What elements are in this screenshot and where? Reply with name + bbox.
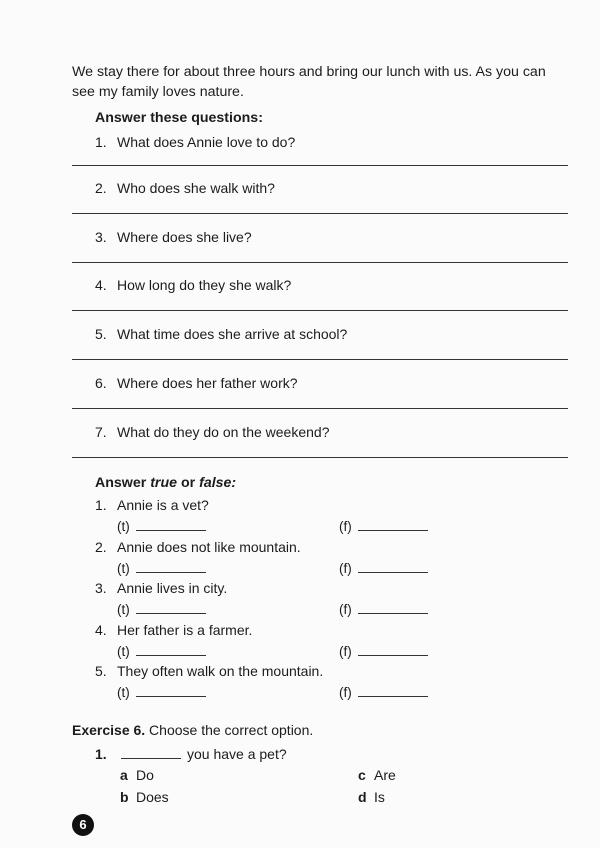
tf-number: 5. — [95, 663, 107, 679]
answer-line[interactable] — [72, 359, 568, 360]
true-label: (t) — [117, 644, 130, 659]
choice-letter: d — [358, 789, 367, 805]
question-item — [95, 277, 291, 293]
choice-a[interactable] — [120, 767, 154, 783]
false-label: (f) — [339, 685, 352, 700]
answer-line[interactable] — [72, 310, 568, 311]
false-label: (f) — [339, 561, 352, 576]
question-number: 4. — [95, 277, 107, 293]
true-option — [117, 601, 206, 617]
false-label: (f) — [339, 644, 352, 659]
tf-heading-prefix: Answer — [95, 475, 151, 491]
choice-text: Are — [374, 767, 396, 783]
question-text: What do they do on the weekend? — [117, 424, 330, 440]
choice-b[interactable] — [120, 789, 169, 805]
true-option — [117, 684, 206, 700]
true-blank[interactable] — [136, 684, 206, 697]
answer-line[interactable] — [72, 213, 568, 214]
tf-heading-false: false: — [199, 475, 237, 491]
question-text: What time does she arrive at school? — [117, 326, 348, 342]
false-label: (f) — [339, 519, 352, 534]
choice-text: Do — [136, 767, 154, 783]
page-number-badge: 6 — [72, 814, 94, 836]
question-number: 2. — [95, 180, 107, 196]
question-number: 5. — [95, 326, 107, 342]
question-number: 6. — [95, 375, 107, 391]
tf-statement — [95, 539, 301, 555]
tf-text: Annie lives in city. — [117, 580, 228, 596]
question-item — [95, 180, 275, 196]
tf-statement — [95, 497, 209, 513]
tf-heading-or: or — [177, 475, 200, 491]
true-label: (t) — [117, 561, 130, 576]
question-number: 3. — [95, 229, 107, 245]
question-text: Where does she live? — [117, 229, 252, 245]
tf-statement — [95, 622, 252, 638]
questions-heading: Answer these questions: — [95, 110, 263, 126]
question-number: 7. — [95, 424, 107, 440]
true-blank[interactable] — [136, 601, 206, 614]
choice-letter: b — [120, 789, 129, 805]
question-item — [95, 229, 252, 245]
false-option — [339, 601, 428, 617]
choice-c[interactable] — [358, 767, 396, 783]
choice-d[interactable] — [358, 789, 385, 805]
false-option — [339, 560, 428, 576]
true-false-heading — [95, 475, 236, 491]
tf-number: 3. — [95, 580, 107, 596]
tf-number: 2. — [95, 539, 107, 555]
true-label: (t) — [117, 685, 130, 700]
false-blank[interactable] — [358, 601, 428, 614]
choice-letter: a — [120, 767, 128, 783]
tf-text: Annie does not like mountain. — [117, 539, 301, 555]
choice-letter: c — [358, 767, 366, 783]
true-label: (t) — [117, 602, 130, 617]
answer-line[interactable] — [72, 457, 568, 458]
question-number: 1. — [95, 134, 107, 150]
false-label: (f) — [339, 602, 352, 617]
question-text: Where does her father work? — [117, 375, 298, 391]
intro-paragraph: We stay there for about three hours and bring our lunch with us. As you can see my family loves nature. — [72, 64, 546, 100]
question-item — [95, 134, 295, 150]
exercise-title — [72, 722, 313, 738]
question-item — [95, 424, 329, 440]
tf-heading-true: true — [150, 475, 178, 491]
true-label: (t) — [117, 519, 130, 534]
choice-text: Does — [136, 789, 169, 805]
question-item — [95, 326, 347, 342]
false-option — [339, 684, 428, 700]
choice-text: Is — [374, 789, 385, 805]
tf-statement — [95, 580, 227, 596]
false-blank[interactable] — [358, 643, 428, 656]
true-blank[interactable] — [136, 643, 206, 656]
answer-line[interactable] — [72, 165, 568, 166]
exercise-instruction: Choose the correct option. — [145, 722, 314, 738]
false-option — [339, 518, 428, 534]
false-blank[interactable] — [358, 518, 428, 531]
question-text: What does Annie love to do? — [117, 134, 296, 150]
exercise-label: Exercise 6. — [72, 722, 146, 738]
question-item — [95, 375, 298, 391]
false-blank[interactable] — [358, 684, 428, 697]
exercise-question — [95, 746, 287, 762]
exercise-blank[interactable] — [121, 746, 181, 759]
true-blank[interactable] — [136, 518, 206, 531]
false-option — [339, 643, 428, 659]
answer-line[interactable] — [72, 408, 568, 409]
tf-text: They often walk on the mountain. — [117, 663, 324, 679]
true-option — [117, 643, 206, 659]
tf-text: Annie is a vet? — [117, 497, 209, 513]
exercise-question-number: 1. — [95, 746, 107, 762]
false-blank[interactable] — [358, 560, 428, 573]
true-option — [117, 560, 206, 576]
tf-number: 1. — [95, 497, 107, 513]
tf-number: 4. — [95, 622, 107, 638]
true-blank[interactable] — [136, 560, 206, 573]
question-text: How long do they she walk? — [117, 277, 292, 293]
answer-line[interactable] — [72, 262, 568, 263]
true-option — [117, 518, 206, 534]
exercise-question-text: you have a pet? — [187, 746, 287, 762]
question-text: Who does she walk with? — [117, 180, 275, 196]
tf-statement — [95, 663, 323, 679]
tf-text: Her father is a farmer. — [117, 622, 253, 638]
